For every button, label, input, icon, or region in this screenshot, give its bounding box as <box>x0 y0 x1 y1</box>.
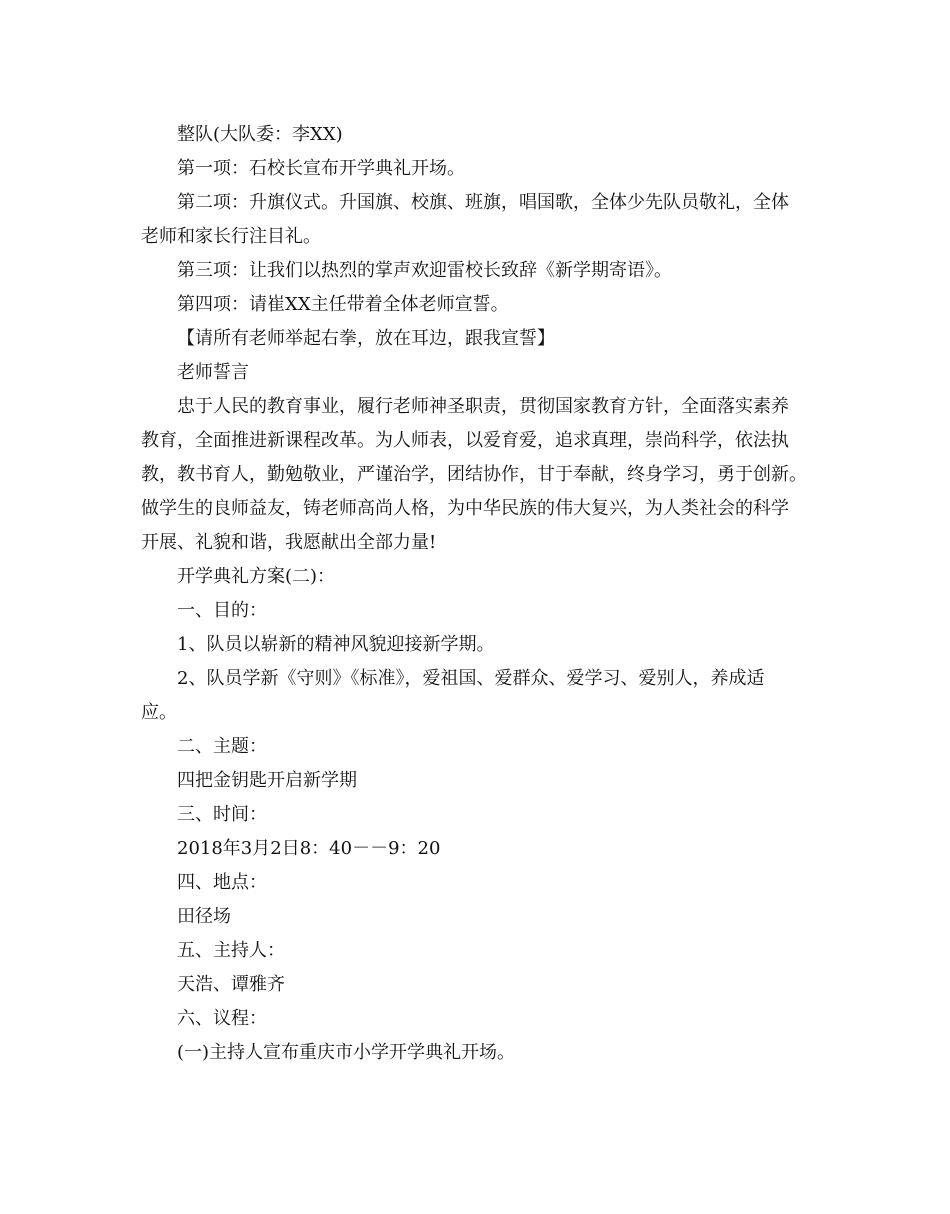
text-line: 四把金钥匙开启新学期 <box>177 770 357 791</box>
text-line: 教育，全面推进新课程改革。为人师表，以爱育爱，追求真理，崇尚科学，依法执 <box>141 430 789 451</box>
text-line: 忠于人民的教育事业，履行老师神圣职责，贯彻国家教育方针，全面落实素养 <box>177 396 789 417</box>
text-line: 第一项：石校长宣布开学典礼开场。 <box>177 158 465 179</box>
section-heading: 老师誓言 <box>177 362 249 383</box>
section-heading: 四、地点： <box>177 872 267 893</box>
document-body <box>141 118 824 1070</box>
text-line: 整队(大队委：李XX) <box>177 124 343 145</box>
text-line: 教，教书育人，勤勉敬业，严谨治学，团结协作，甘于奉献，终身学习，勇于创新。 <box>141 464 807 485</box>
section-heading: 二、主题： <box>177 736 267 757</box>
text-line: 【请所有老师举起右拳，放在耳边，跟我宣誓】 <box>177 328 555 349</box>
text-line: 天浩、谭雅齐 <box>177 974 285 995</box>
text-line: 做学生的良师益友，铸老师高尚人格，为中华民族的伟大复兴，为人类社会的科学 <box>141 498 789 519</box>
text-line: (一)主持人宣布重庆市小学开学典礼开场。 <box>177 1042 516 1063</box>
section-heading: 五、主持人： <box>177 940 285 961</box>
section-heading: 一、目的： <box>177 600 267 621</box>
text-line: 老师和家长行注目礼。 <box>141 226 321 247</box>
text-line: 开展、礼貌和谐，我愿献出全部力量! <box>141 532 437 553</box>
section-heading: 开学典礼方案(二)： <box>177 566 336 587</box>
text-line: 田径场 <box>177 906 231 927</box>
section-heading: 三、时间： <box>177 804 267 825</box>
text-line: 2、队员学新《守则》《标准》，爱祖国、爱群众、爱学习、爱别人，养成适 <box>177 668 765 689</box>
text-line: 第二项：升旗仪式。升国旗、校旗、班旗，唱国歌，全体少先队员敬礼，全体 <box>177 192 789 213</box>
section-heading: 六、议程： <box>177 1008 267 1029</box>
text-line: 1、队员以崭新的精神风貌迎接新学期。 <box>177 634 495 655</box>
text-line: 第三项：让我们以热烈的掌声欢迎雷校长致辞《新学期寄语》。 <box>177 260 672 281</box>
text-line: 第四项：请崔XX主任带着全体老师宣誓。 <box>177 294 509 315</box>
text-line: 应。 <box>141 702 177 723</box>
text-line: 2018年3月2日8：40－－9：20 <box>177 838 441 859</box>
